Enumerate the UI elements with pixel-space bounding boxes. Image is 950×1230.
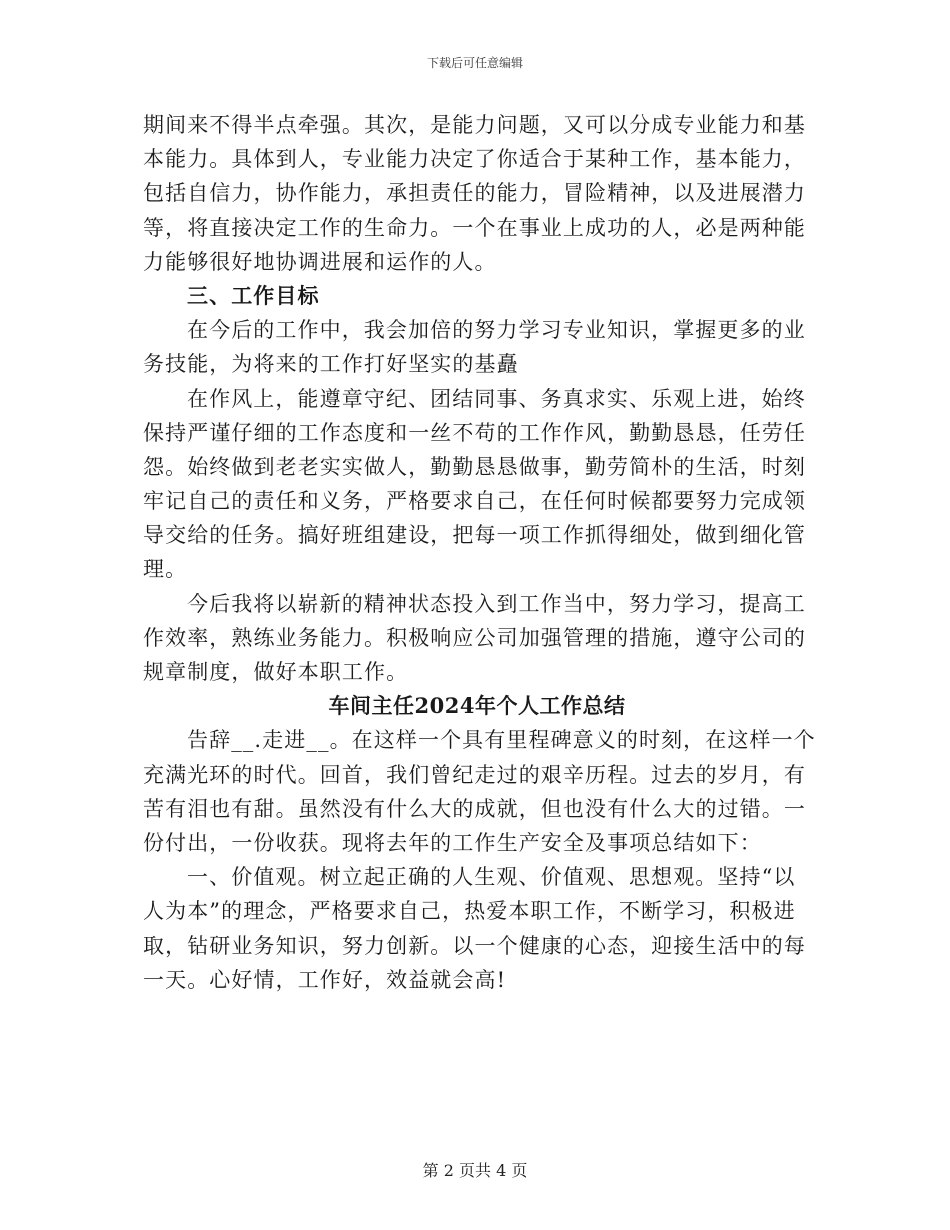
body-line: 充满光环的时代。回首，我们曾纪走过的艰辛历程。过去的岁月，有 (143, 762, 806, 787)
body-line: 份付出，一份收获。现将去年的工作生产安全及事项总结如下： (143, 830, 762, 855)
body-line: 苦有泪也有甜。虽然没有什么大的成就，但也没有什么大的过错。一 (143, 796, 806, 821)
body-line: 今后我将以崭新的精神状态投入到工作当中，努力学习，提高工 (187, 591, 806, 616)
body-line: 在作风上，能遵章守纪、团结同事、务真求实、乐观上进，始终 (187, 386, 806, 411)
body-line: 人为本”的理念，严格要求自己，热爱本职工作，不断学习，积极进 (143, 899, 796, 924)
body-line: 包括自信力，协作能力，承担责任的能力，冒险精神，以及进展潜力 (143, 181, 806, 206)
body-line: 规章制度，做好本职工作。 (143, 660, 409, 684)
body-line: 作效率，熟练业务能力。积极响应公司加强管理的措施，遵守公司的 (143, 625, 806, 650)
body-line: 期间来不得半点牵强。其次，是能力问题，又可以分成专业能力和基 (143, 113, 806, 137)
body-line: 怨。始终做到老老实实做人，勤勤恳恳做事，勤劳简朴的生活，时刻 (143, 454, 806, 479)
body-line: 务技能，为将来的工作打好坚实的基矗 (143, 352, 519, 377)
header-note: 下载后可任意编辑 (426, 56, 523, 70)
body-line: 理。 (143, 557, 188, 582)
article-title: 车间主任2024年个人工作总结 (328, 693, 626, 719)
body-line: 保持严谨仔细的工作态度和一丝不苟的工作作风，勤勤恳恳，任劳任 (143, 420, 806, 445)
body-line: 本能力。具体到人，专业能力决定了你适合于某种工作，基本能力， (143, 147, 806, 172)
body-line: 导交给的任务。搞好班组建设，把每一项工作抓得细处，做到细化管 (143, 523, 806, 548)
body-line: 告辞__.走进__。在这样一个具有里程碑意义的时刻，在这样一个 (187, 728, 816, 753)
section-heading: 三、工作目标 (187, 282, 320, 308)
body-line: 力能够很好地协调进展和运作的人。 (143, 249, 497, 274)
body-line: 等，将直接决定工作的生命力。一个在事业上成功的人，必是两种能 (143, 215, 806, 240)
body-line: 一天。心好情，工作好，效益就会高! (143, 967, 507, 992)
body-line: 取，钻研业务知识，努力创新。以一个健康的心态，迎接生活中的每 (143, 933, 806, 958)
body-line: 在今后的工作中，我会加倍的努力学习专业知识，掌握更多的业 (187, 318, 806, 343)
body-line: 牢记自己的责任和义务，严格要求自己，在任何时候都要努力完成领 (143, 489, 806, 514)
document-body (143, 108, 816, 997)
page-number: 第 2 页共 4 页 (422, 1161, 528, 1180)
body-line: 一、价值观。树立起正确的人生观、价值观、思想观。坚持“以 (187, 865, 796, 890)
